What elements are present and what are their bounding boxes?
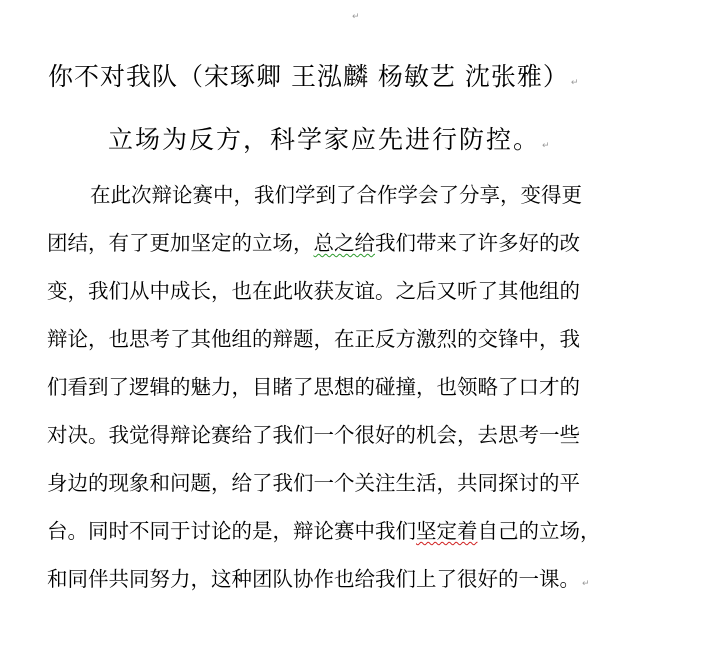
body-line-3: 变，我们从中成长，也在此收获友谊。之后又听了其他组的 xyxy=(47,279,580,303)
position-title-line xyxy=(108,125,552,161)
body-line-8-text-a: 台。同时不同于讨论的是，辩论赛中我们 xyxy=(47,519,416,543)
grammar-flagged-text: 总之给 xyxy=(313,231,375,255)
body-line-2-text-b: 我们带来了许多好的改 xyxy=(375,231,580,255)
body-line-8 xyxy=(47,518,601,544)
body-line-9-text: 和同伴共同努力，这种团队协作也给我们上了很好的一课。 xyxy=(47,567,580,591)
team-title-text: 你不对我队（宋琢卿 王泓麟 杨敏艺 沈张雅） xyxy=(48,62,569,91)
spelling-flagged-text: 坚定着 xyxy=(416,519,478,543)
body-line-2 xyxy=(47,230,580,256)
paragraph-mark: ↵ xyxy=(582,579,590,589)
body-line-1: 在此次辩论赛中，我们学到了合作学会了分享，变得更 xyxy=(90,183,582,207)
body-line-4: 辩论，也思考了其他组的辩题，在正反方激烈的交锋中，我 xyxy=(47,327,580,351)
body-line-9 xyxy=(47,566,590,597)
team-title-line xyxy=(48,62,579,98)
body-line-8-text-b: 自己的立场， xyxy=(477,519,601,543)
position-title-text: 立场为反方，科学家应先进行防控。 xyxy=(108,125,541,154)
body-line-2-text-a: 团结，有了更加坚定的立场， xyxy=(47,231,314,255)
body-line-7: 身边的现象和问题，给了我们一个关注生活，共同探讨的平 xyxy=(47,471,580,495)
body-line-5: 们看到了逻辑的魅力，目睹了思想的碰撞，也领略了口才的 xyxy=(47,375,580,399)
paragraph-mark: ↵ xyxy=(542,141,552,151)
paragraph-mark-top: ↵ xyxy=(352,12,360,22)
paragraph-mark: ↵ xyxy=(570,78,580,88)
body-line-6: 对决。我觉得辩论赛给了我们一个很好的机会，去思考一些 xyxy=(47,423,580,447)
